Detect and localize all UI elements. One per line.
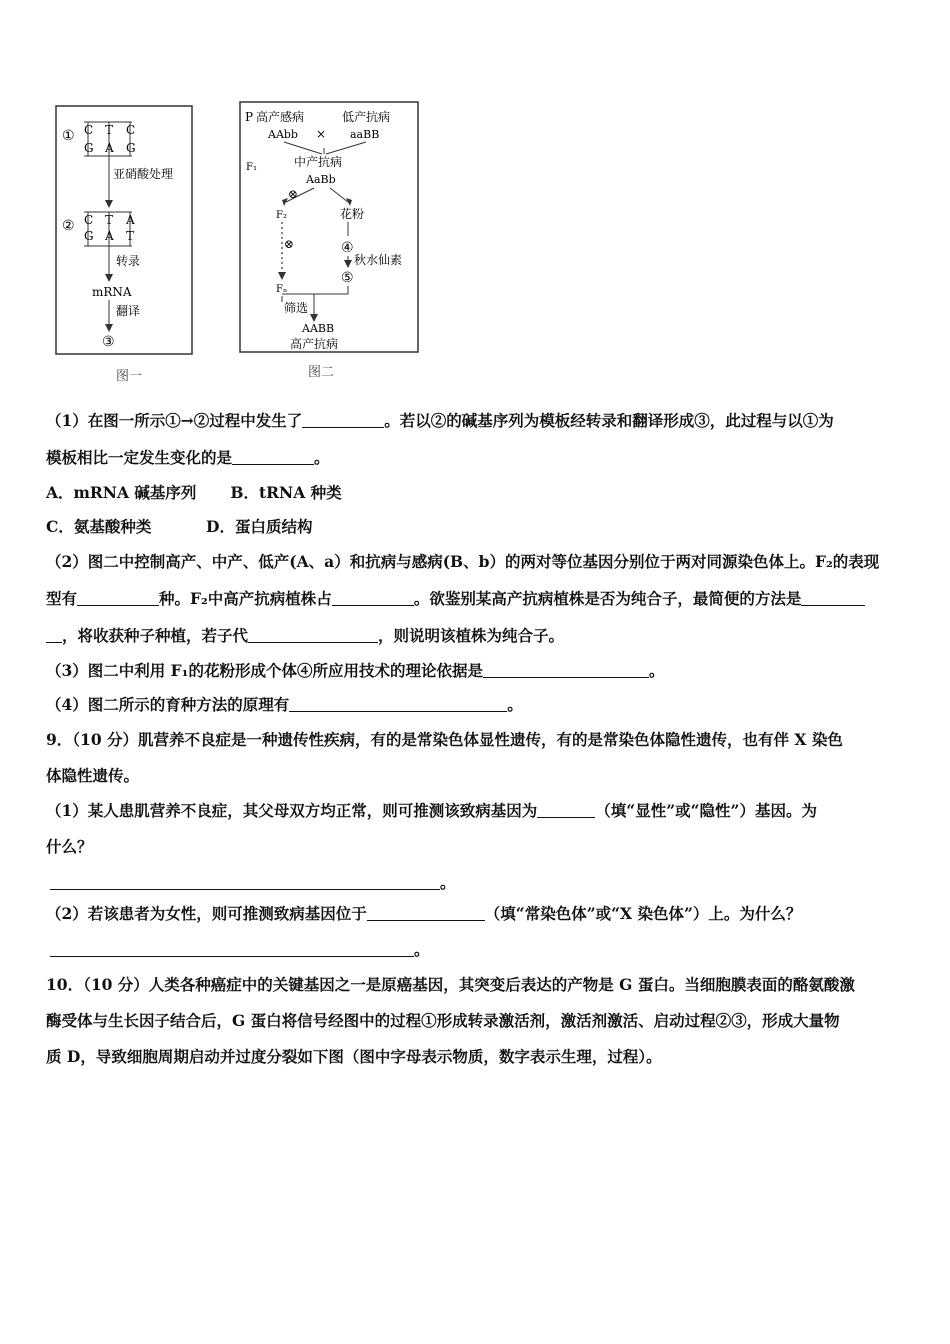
- fig1-seq2-bottom-1: G: [84, 229, 94, 243]
- fig2-selfing: ⊗: [288, 187, 299, 201]
- figure-one-caption: 图一: [116, 369, 143, 384]
- fig1-step1-label: ①: [62, 128, 75, 144]
- q1-line2-suffix: 。: [314, 448, 330, 467]
- fig2-colchicine: 秋水仙素: [354, 253, 403, 267]
- fig1-seq1-top-3: C: [126, 123, 136, 137]
- q2-blank-3-cont[interactable]: [46, 626, 62, 643]
- problem-10-line-2: [46, 1010, 840, 1032]
- problem-9-q1-line-2: [46, 836, 93, 858]
- figure-two: [234, 96, 424, 386]
- p10-line3: 质 D，导致细胞周期启动并过度分裂如下图（图中字母表示物质，数字表示生理，过程）。: [46, 1047, 662, 1066]
- fig2-f1-name: 中产抗病: [294, 155, 343, 169]
- p10-line1: 10．（10 分）人类各种癌症中的关键基因之一是原癌基因，其突变后表达的产物是 G 蛋白。当细胞膜表面的酪氨酸激: [46, 975, 855, 994]
- q1-line1-suffix: 。若以②的碱基序列为模板经转录和翻译形成③，此过程与以①为: [384, 411, 834, 430]
- p9-q2-suffix: （填“常染色体”或“X 染色体”）上。为什么？: [484, 904, 802, 923]
- option-a[interactable]: A．mRNA 碱基序列: [46, 483, 197, 502]
- fig2-cross: ×: [316, 127, 327, 141]
- problem-9-q1-answer: [46, 872, 456, 894]
- fig2-step4: ④: [341, 240, 354, 256]
- q3-blank[interactable]: [483, 661, 649, 678]
- p9-q2-answer-blank[interactable]: [50, 940, 414, 957]
- p9-q1-line2: 什么？: [46, 837, 93, 856]
- q1-blank-2[interactable]: [232, 448, 314, 465]
- q2-line2-b: 种。F₂中高产抗病植株占: [159, 589, 332, 608]
- fig2-f2-label: F₂: [276, 210, 287, 221]
- fig2-p2-genotype: aaBB: [350, 128, 380, 141]
- fig2-result-genotype: AABB: [302, 322, 335, 335]
- fig1-seq1-top-2: T: [105, 123, 114, 137]
- p9-q1-prefix: （1）某人患肌营养不良症，其父母双方均正常，则可推测该致病基因为: [46, 801, 538, 820]
- fig1-seq2-top-3: A: [126, 213, 135, 227]
- q3-suffix: 。: [648, 661, 665, 680]
- fig1-seq1-top-1: C: [84, 123, 94, 137]
- fig1-mrna-label: mRNA: [92, 285, 132, 299]
- fig1-seq1-bottom-2: A: [105, 141, 114, 155]
- p9-q2-prefix: （2）若该患者为女性，则可推测致病基因位于: [46, 904, 367, 923]
- fig2-step5: ⑤: [341, 270, 354, 286]
- fig1-treatment-label: 亚硝酸处理: [113, 167, 174, 181]
- q4-blank[interactable]: [289, 695, 507, 712]
- option-b[interactable]: B．tRNA 种类: [230, 483, 342, 502]
- problem-10-line-1: [46, 974, 855, 996]
- question-3: [46, 660, 665, 682]
- fig2-result-name: 高产抗病: [290, 337, 339, 351]
- fig2-p1-genotype: AAbb: [268, 128, 298, 141]
- fig2-f1-genotype: AaBb: [306, 173, 336, 186]
- q4-prefix: （4）图二所示的育种方法的原理有: [46, 695, 290, 714]
- q2-blank-1[interactable]: [77, 589, 159, 606]
- fig1-step3-label: ③: [102, 334, 115, 350]
- options-row-2: [46, 516, 312, 538]
- problem-9-line-2: [46, 765, 139, 787]
- p9-q1-answer-blank[interactable]: [50, 873, 440, 890]
- question-1-line-1: [46, 410, 834, 432]
- p9-q1-blank[interactable]: [537, 801, 595, 818]
- problem-9-line-1: [46, 729, 843, 751]
- problem-9-q2: [46, 903, 801, 925]
- q2-line3-b: ，将收获种子种植，若子代: [62, 626, 249, 645]
- p9-q2-blank[interactable]: [367, 904, 485, 921]
- q1-blank-1[interactable]: [302, 411, 384, 428]
- problem-9-q1-line-1: [46, 800, 817, 822]
- q1-line2-prefix: 模板相比一定发生变化的是: [46, 448, 233, 467]
- p9-line2: 体隐性遗传。: [46, 766, 140, 785]
- figure-one: [50, 100, 200, 390]
- fig1-seq1-bottom-3: G: [126, 141, 136, 155]
- question-2-line-2: [46, 588, 865, 610]
- fig2-selfing2: ⊗: [284, 237, 295, 251]
- fig2-pollen: 花粉: [340, 207, 365, 221]
- fig2-p-label: P: [245, 110, 254, 124]
- p9-q2-end: 。: [414, 940, 430, 959]
- q2-line2-c: 。欲鉴别某高产抗病植株是否为纯合子，最简便的方法是: [413, 589, 802, 608]
- q1-line1-prefix: （1）在图一所示①→②过程中发生了: [46, 411, 303, 430]
- q2-blank-3[interactable]: [801, 589, 865, 606]
- fig2-p1-name: 高产感病: [256, 110, 305, 124]
- question-2-line-1: [46, 551, 879, 573]
- fig1-seq2-bottom-3: T: [126, 229, 135, 243]
- problem-10-line-3: [46, 1046, 662, 1068]
- option-c[interactable]: C．氨基酸种类: [46, 517, 152, 536]
- figure-two-frame: [240, 102, 418, 352]
- question-1-line-2: [46, 447, 330, 469]
- options-row-1: [46, 482, 342, 504]
- p10-line2: 酶受体与生长因子结合后，G 蛋白将信号经图中的过程①形成转录激活剂，激活剂激活、启动过程②③，形成大量物: [46, 1011, 840, 1030]
- q4-suffix: 。: [507, 695, 523, 714]
- fig2-screening: 筛选: [284, 301, 309, 315]
- q2-line2-a: 型有: [46, 589, 78, 608]
- fig1-step2-label: ②: [62, 218, 75, 234]
- q2-line3-c: ，则说明该植株为纯合子。: [378, 626, 565, 645]
- problem-9-q2-answer: [46, 939, 430, 961]
- fig1-seq2-bottom-2: A: [105, 229, 114, 243]
- option-d[interactable]: D．蛋白质结构: [206, 517, 313, 536]
- p9-q1-end: 。: [440, 873, 456, 892]
- fig1-translation-label: 翻译: [116, 304, 141, 318]
- question-4: [46, 694, 523, 716]
- fig2-f1-label: F₁: [246, 162, 257, 173]
- fig1-seq2-top-1: C: [84, 213, 94, 227]
- p9-q1-suffix: （填“显性”或“隐性”）基因。为: [595, 801, 817, 820]
- fig1-transcription-label: 转录: [116, 254, 141, 268]
- fig2-fn-label: Fₙ: [276, 284, 288, 295]
- p9-line1: 9．（10 分）肌营养不良症是一种遗传性疾病，有的是常染色体显性遗传，有的是常染色体隐性遗传，也有伴 X 染色: [46, 730, 843, 749]
- fig1-seq2-top-2: T: [105, 213, 114, 227]
- question-2-line-3: [46, 625, 564, 647]
- figure-two-caption: 图二: [308, 365, 335, 380]
- q2-line1: （2）图二中控制高产、中产、低产(A、a）和抗病与感病(B、b）的两对等位基因分别位于两对同源染色体上。F₂的表现: [46, 552, 880, 571]
- q3-prefix: （3）图二中利用 F₁的花粉形成个体④所应用技术的理论依据是: [46, 661, 483, 680]
- q2-blank-4[interactable]: [248, 626, 378, 643]
- fig1-seq1-bottom-1: G: [84, 141, 94, 155]
- q2-blank-2[interactable]: [332, 589, 414, 606]
- fig2-p2-name: 低产抗病: [342, 110, 391, 124]
